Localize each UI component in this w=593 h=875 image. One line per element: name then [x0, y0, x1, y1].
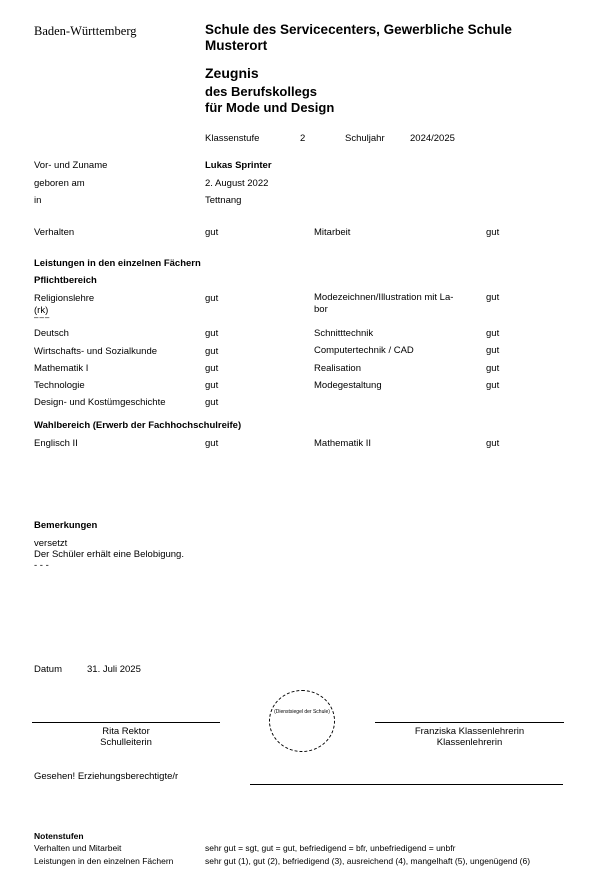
behavior-grade: gut — [205, 227, 219, 238]
date-value: 31. Juli 2025 — [87, 664, 141, 675]
subject-grade: gut — [486, 438, 500, 449]
guardian-label: Gesehen! Erziehungsberechtigte/r — [34, 771, 179, 782]
subject-grade: gut — [205, 346, 219, 357]
subject-name: Mathematik I — [34, 363, 89, 374]
name-value: Lukas Sprinter — [205, 160, 272, 171]
signature-line-teacher — [375, 722, 564, 723]
subject-name: Design- und Kostümgeschichte — [34, 397, 166, 408]
principal-role: Schulleiterin — [100, 737, 152, 748]
subject-grade: gut — [205, 328, 219, 339]
subject-grade: gut — [205, 438, 219, 449]
birthdate-label: geboren am — [34, 178, 85, 189]
birthdate-value: 2. August 2022 — [205, 178, 269, 189]
subject-name: Deutsch — [34, 328, 69, 339]
performance-heading: Leistungen in den einzelnen Fächern — [34, 258, 201, 269]
teacher-role: Klassenlehrerin — [436, 737, 503, 748]
remarks-line: versetzt — [34, 538, 68, 549]
remarks-line: - - - — [34, 560, 49, 571]
subject-grade: gut — [205, 363, 219, 374]
subject-grade: gut — [205, 293, 219, 304]
subject-name: Technologie — [34, 380, 85, 391]
remarks-heading: Bemerkungen — [34, 520, 98, 531]
principal-name: Rita Rektor — [102, 726, 150, 737]
subject-grade: gut — [486, 345, 500, 356]
name-label: Vor- und Zuname — [34, 160, 108, 171]
remarks-line: Der Schüler erhält eine Belobigung. — [34, 549, 184, 560]
subject-name: Religionslehre — [34, 293, 95, 304]
official-seal — [269, 690, 335, 752]
signature-line-principal — [32, 722, 220, 723]
date-label: Datum — [34, 664, 62, 675]
subject-grade: gut — [205, 397, 219, 408]
birthplace-value: Tettnang — [205, 195, 242, 206]
class-stage-label: Klassenstufe — [205, 133, 260, 144]
school-name: Schule des Servicecenters, Gewerbliche Schule Musterort — [205, 22, 512, 53]
grading-performance-label: Leistungen in den einzelnen Fächern — [34, 856, 174, 866]
subject-name: Mathematik II — [314, 438, 372, 449]
subject-name: Wirtschafts- und Sozialkunde — [34, 346, 158, 357]
dash-filler: ‒‒‒ — [34, 313, 51, 322]
school-year-label: Schuljahr — [345, 133, 385, 144]
subject-name: Modezeichnen/Illustration mit La- — [314, 292, 454, 303]
subject-name: Realisation — [314, 363, 361, 374]
state-name: Baden-Württemberg — [34, 24, 137, 38]
grading-conduct-label: Verhalten und Mitarbeit — [34, 843, 122, 853]
subject-name: Computertechnik / CAD — [314, 345, 414, 356]
document-subtitle — [205, 84, 505, 116]
cooperation-label: Mitarbeit — [314, 227, 351, 238]
class-stage-value: 2 — [300, 133, 306, 144]
teacher-name: Franziska Klassenlehrerin — [414, 726, 525, 737]
subject-name: Modegestaltung — [314, 380, 382, 391]
seal-text: (Dienstsiegel der Schule) — [274, 709, 330, 715]
subject-grade: gut — [486, 363, 500, 374]
subject-name-continued: bor — [314, 304, 328, 315]
behavior-label: Verhalten — [34, 227, 75, 238]
subject-name: Schnitttechnik — [314, 328, 374, 339]
subject-note: (rk) — [34, 305, 49, 316]
elective-heading: Wahlbereich (Erwerb der Fachhochschulreife) — [34, 420, 242, 431]
subject-name: Englisch II — [34, 438, 78, 449]
grading-performance-scale: sehr gut (1), gut (2), befriedigend (3), ausreichend (4), mangelhaft (5), ungenügend (6) — [205, 856, 531, 866]
subject-grade: gut — [486, 328, 500, 339]
school-year-value: 2024/2025 — [410, 133, 455, 144]
document-subtitle-line-1: des Berufskollegs — [205, 84, 317, 99]
subject-grade: gut — [486, 380, 500, 391]
document-title: Zeugnis — [205, 65, 259, 81]
document-subtitle-line-2: für Mode und Design — [205, 100, 335, 115]
signature-line-guardian — [250, 784, 563, 785]
subject-grade: gut — [486, 292, 500, 303]
grading-scale-heading: Notenstufen — [34, 831, 84, 841]
grading-conduct-scale: sehr gut = sgt, gut = gut, befriedigend = bfr, unbefriedigend = unbfr — [205, 843, 456, 853]
birthplace-label: in — [34, 195, 42, 206]
subject-grade: gut — [205, 380, 219, 391]
cooperation-grade: gut — [486, 227, 500, 238]
mandatory-heading: Pflichtbereich — [34, 275, 97, 286]
